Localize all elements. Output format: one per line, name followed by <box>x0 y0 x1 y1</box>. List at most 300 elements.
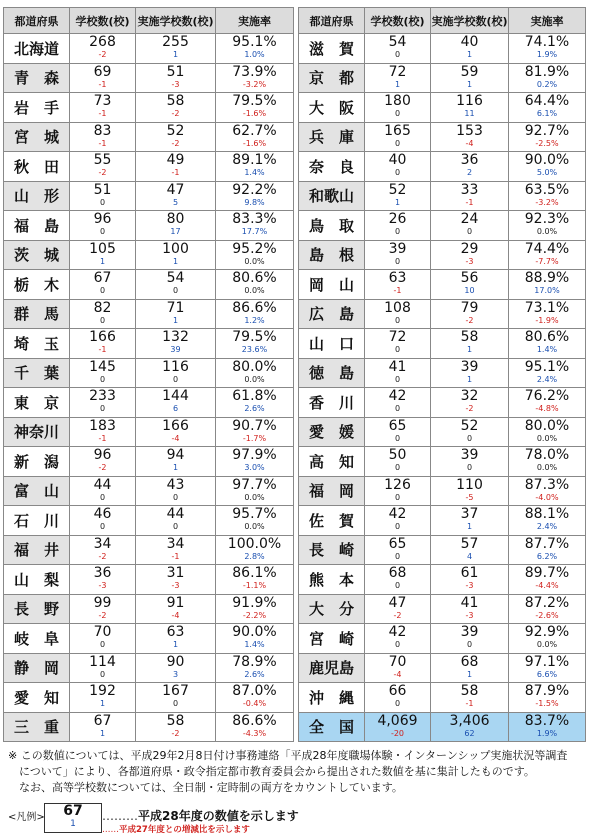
rate-diff: -2.2% <box>242 610 267 620</box>
implementing-diff: 1 <box>172 640 179 650</box>
implementing-value: 59 <box>460 63 479 80</box>
schools-value: 66 <box>388 683 407 700</box>
schools-diff: 0 <box>394 315 401 325</box>
schools-diff: -2 <box>98 551 107 561</box>
schools-cell <box>365 34 431 64</box>
table-row <box>299 565 586 595</box>
implementing-cell <box>431 565 509 595</box>
rate-cell <box>509 358 586 388</box>
table-row <box>4 329 294 359</box>
schools-diff: -2 <box>98 50 107 60</box>
header-schools: 学校数(校) <box>365 8 431 34</box>
implementing-diff: -4 <box>171 610 180 620</box>
prefecture-name: 鳥 取 <box>299 211 365 241</box>
implementing-value: 255 <box>162 34 189 51</box>
table-row <box>4 122 294 152</box>
rate-cell <box>509 594 586 624</box>
implementing-value: 71 <box>166 299 185 316</box>
prefecture-name: 大 分 <box>299 594 365 624</box>
schools-diff: 1 <box>99 256 106 266</box>
table-row <box>299 181 586 211</box>
table-row <box>4 240 294 270</box>
prefecture-name: 宮 崎 <box>299 624 365 654</box>
rate-diff: -4.0% <box>535 492 559 502</box>
rate-diff: 17.0% <box>534 286 560 296</box>
rate-diff: 2.8% <box>244 551 265 561</box>
implementing-diff: 6 <box>172 404 179 414</box>
implementing-cell <box>431 240 509 270</box>
schools-value: 39 <box>388 240 407 257</box>
implementing-value: 80 <box>166 211 185 228</box>
schools-value: 47 <box>388 594 407 611</box>
implementing-value: 68 <box>460 653 479 670</box>
rate-diff: 0.2% <box>536 79 558 89</box>
implementing-cell <box>431 299 509 329</box>
schools-value: 63 <box>388 270 407 287</box>
implementing-cell <box>431 211 509 241</box>
schools-value: 192 <box>89 683 116 700</box>
implementing-cell <box>136 63 216 93</box>
implementing-cell <box>431 476 509 506</box>
implementing-cell <box>431 712 509 742</box>
schools-diff: 0 <box>99 522 106 532</box>
rate-value: 79.5% <box>232 93 277 110</box>
implementing-diff: -2 <box>171 138 180 148</box>
implementing-diff: 1 <box>466 669 473 679</box>
rate-diff: 6.2% <box>536 551 558 561</box>
schools-diff: 0 <box>394 109 401 119</box>
prefecture-name: 富 山 <box>4 476 70 506</box>
implementing-cell <box>136 152 216 182</box>
rate-value: 80.0% <box>232 358 277 375</box>
implementing-value: 47 <box>166 181 185 198</box>
rate-cell <box>216 476 294 506</box>
implementing-diff: -3 <box>171 581 180 591</box>
prefecture-name: 栃 木 <box>4 270 70 300</box>
table-row <box>4 653 294 683</box>
rate-value: 97.7% <box>232 476 277 493</box>
table-row <box>4 506 294 536</box>
implementing-diff: -3 <box>465 610 474 620</box>
schools-diff: 0 <box>394 138 401 148</box>
implementing-value: 39 <box>460 447 479 464</box>
rate-diff: 6.6% <box>536 669 558 679</box>
implementing-value: 40 <box>460 34 479 51</box>
schools-value: 65 <box>388 535 407 552</box>
prefecture-name: 滋 賀 <box>299 34 365 64</box>
rate-value: 95.2% <box>232 240 277 257</box>
schools-value: 96 <box>93 211 112 228</box>
rate-cell <box>509 122 586 152</box>
prefecture-name: 千 葉 <box>4 358 70 388</box>
schools-diff: -1 <box>98 433 107 443</box>
implementing-value: 34 <box>166 535 185 552</box>
implementing-diff: 1 <box>172 463 179 473</box>
table-row <box>4 152 294 182</box>
rate-value: 63.5% <box>524 181 570 198</box>
rate-value: 87.3% <box>524 476 570 493</box>
implementing-value: 58 <box>460 329 479 346</box>
implementing-value: 51 <box>166 63 185 80</box>
implementing-diff: 1 <box>466 50 473 60</box>
header-implementing: 実施学校数(校) <box>431 8 509 34</box>
schools-cell <box>70 565 136 595</box>
schools-cell <box>365 417 431 447</box>
rate-cell <box>216 683 294 713</box>
left-table <box>3 7 294 742</box>
table-row <box>4 594 294 624</box>
implementing-diff: -2 <box>465 404 474 414</box>
rate-value: 86.1% <box>232 565 277 582</box>
implementing-value: 58 <box>166 93 185 110</box>
rate-diff: 0.0% <box>244 522 265 532</box>
implementing-cell <box>136 270 216 300</box>
prefecture-name: 熊 本 <box>299 565 365 595</box>
implementing-diff: -2 <box>171 728 180 738</box>
schools-diff: -3 <box>98 581 107 591</box>
rate-cell <box>216 152 294 182</box>
schools-cell <box>365 329 431 359</box>
table-row <box>299 594 586 624</box>
rate-cell <box>216 299 294 329</box>
schools-cell <box>365 594 431 624</box>
implementing-cell <box>431 535 509 565</box>
prefecture-name: 北海道 <box>4 34 70 64</box>
schools-cell <box>365 152 431 182</box>
table-row <box>299 358 586 388</box>
implementing-cell <box>431 358 509 388</box>
implementing-value: 90 <box>166 653 185 670</box>
implementing-cell <box>431 683 509 713</box>
schools-diff: 0 <box>394 345 401 355</box>
table-row <box>4 34 294 64</box>
table-row <box>4 299 294 329</box>
implementing-value: 94 <box>166 447 185 464</box>
schools-cell <box>70 358 136 388</box>
table-row <box>299 417 586 447</box>
implementing-cell <box>136 712 216 742</box>
legend-diff-explanation <box>102 823 250 835</box>
schools-cell <box>365 93 431 123</box>
implementing-value: 37 <box>460 506 479 523</box>
rate-value: 89.7% <box>524 565 570 582</box>
rate-value: 73.1% <box>524 299 570 316</box>
implementing-cell <box>136 565 216 595</box>
schools-diff: -2 <box>98 168 107 178</box>
table-row <box>4 447 294 477</box>
schools-diff: 0 <box>394 492 401 502</box>
rate-diff: 0.0% <box>244 286 265 296</box>
rate-cell <box>216 417 294 447</box>
schools-value: 126 <box>384 476 411 493</box>
rate-cell <box>509 388 586 418</box>
schools-diff: 0 <box>99 315 106 325</box>
implementing-cell <box>431 329 509 359</box>
prefecture-name: 山 梨 <box>4 565 70 595</box>
rate-diff: 1.0% <box>244 50 265 60</box>
prefecture-name: 高 知 <box>299 447 365 477</box>
rate-cell <box>509 535 586 565</box>
implementing-cell <box>136 476 216 506</box>
schools-cell <box>70 535 136 565</box>
rate-value: 92.3% <box>524 211 570 228</box>
rate-cell <box>216 535 294 565</box>
rate-diff: 1.9% <box>536 50 558 60</box>
rate-cell <box>509 624 586 654</box>
implementing-cell <box>136 93 216 123</box>
table-row <box>299 535 586 565</box>
schools-value: 105 <box>89 240 116 257</box>
rate-cell <box>509 329 586 359</box>
prefecture-name: 沖 縄 <box>299 683 365 713</box>
implementing-value: 36 <box>460 152 479 169</box>
rate-diff: 9.8% <box>244 197 265 207</box>
rate-value: 92.2% <box>232 181 277 198</box>
implementing-diff: 1 <box>466 522 473 532</box>
legend-value-explanation <box>102 807 299 824</box>
rate-cell <box>216 63 294 93</box>
schools-value: 114 <box>89 653 116 670</box>
rate-diff: 0.0% <box>244 492 265 502</box>
implementing-cell <box>136 181 216 211</box>
rate-cell <box>216 270 294 300</box>
table-row <box>4 565 294 595</box>
schools-cell <box>70 712 136 742</box>
implementing-cell <box>136 535 216 565</box>
schools-cell <box>70 93 136 123</box>
prefecture-name: 三 重 <box>4 712 70 742</box>
schools-value: 68 <box>388 565 407 582</box>
implementing-cell <box>136 506 216 536</box>
implementing-cell <box>136 211 216 241</box>
rate-diff: 1.9% <box>536 728 558 738</box>
table-row <box>4 476 294 506</box>
schools-cell <box>365 653 431 683</box>
implementing-value: 110 <box>456 476 483 493</box>
rate-value: 79.5% <box>232 329 277 346</box>
schools-cell <box>70 624 136 654</box>
implementing-value: 54 <box>166 270 185 287</box>
prefecture-name: 岩 手 <box>4 93 70 123</box>
schools-cell <box>365 683 431 713</box>
rate-cell <box>216 358 294 388</box>
rate-cell <box>509 34 586 64</box>
implementing-value: 49 <box>166 152 185 169</box>
schools-cell <box>70 299 136 329</box>
implementing-value: 24 <box>460 211 479 228</box>
rate-diff: -4.8% <box>535 404 559 414</box>
schools-value: 83 <box>93 122 112 139</box>
implementing-cell <box>431 93 509 123</box>
implementing-diff: 1 <box>172 315 179 325</box>
rate-value: 95.1% <box>232 34 277 51</box>
header-implementing: 実施学校数(校) <box>136 8 216 34</box>
schools-value: 67 <box>93 270 112 287</box>
rate-value: 78.9% <box>232 653 277 670</box>
rate-value: 86.6% <box>232 299 277 316</box>
implementing-cell <box>136 624 216 654</box>
rate-value: 90.7% <box>232 417 277 434</box>
header-row <box>4 8 294 34</box>
rate-cell <box>509 506 586 536</box>
schools-diff: 0 <box>394 551 401 561</box>
schools-diff: -2 <box>98 463 107 473</box>
schools-cell <box>70 653 136 683</box>
table-row <box>299 211 586 241</box>
rate-diff: -1.1% <box>242 581 267 591</box>
prefecture-name: 新 潟 <box>4 447 70 477</box>
rate-value: 62.7% <box>232 122 277 139</box>
table-row <box>299 624 586 654</box>
header-prefecture: 都道府県 <box>299 8 365 34</box>
rate-diff: 0.0% <box>536 640 558 650</box>
schools-cell <box>70 417 136 447</box>
rate-cell <box>509 565 586 595</box>
rate-value: 87.0% <box>232 683 277 700</box>
rate-cell <box>216 93 294 123</box>
prefecture-name: 岡 山 <box>299 270 365 300</box>
implementing-value: 132 <box>162 329 189 346</box>
schools-value: 72 <box>388 329 407 346</box>
rate-value: 86.6% <box>232 712 277 729</box>
schools-cell <box>365 712 431 742</box>
implementing-value: 32 <box>460 388 479 405</box>
schools-value: 54 <box>388 34 407 51</box>
schools-cell <box>365 388 431 418</box>
rate-diff: -1.6% <box>242 138 267 148</box>
table-row <box>299 447 586 477</box>
table-row <box>4 270 294 300</box>
schools-value: 46 <box>93 506 112 523</box>
rate-diff: 2.4% <box>536 522 558 532</box>
legend-sample-diff: 1 <box>70 819 76 829</box>
rate-cell <box>509 417 586 447</box>
rate-diff: 5.0% <box>536 168 558 178</box>
implementing-value: 44 <box>166 506 185 523</box>
implementing-diff: 1 <box>466 374 473 384</box>
schools-cell <box>70 476 136 506</box>
header-rate: 実施率 <box>509 8 586 34</box>
schools-value: 70 <box>93 624 112 641</box>
prefecture-name: 鹿児島 <box>299 653 365 683</box>
schools-cell <box>70 506 136 536</box>
schools-cell <box>70 63 136 93</box>
implementing-cell <box>136 329 216 359</box>
schools-diff: -2 <box>98 610 107 620</box>
implementing-value: 56 <box>460 270 479 287</box>
rate-cell <box>216 594 294 624</box>
header-row <box>299 8 586 34</box>
schools-diff: 0 <box>394 227 401 237</box>
implementing-value: 58 <box>166 712 185 729</box>
implementing-cell <box>431 417 509 447</box>
table-row <box>4 712 294 742</box>
table-row <box>4 417 294 447</box>
schools-cell <box>365 624 431 654</box>
implementing-value: 144 <box>162 388 189 405</box>
schools-cell <box>70 152 136 182</box>
schools-diff: 0 <box>394 50 401 60</box>
prefecture-name: 京 都 <box>299 63 365 93</box>
rate-value: 74.1% <box>524 34 570 51</box>
schools-cell <box>365 122 431 152</box>
schools-cell <box>70 447 136 477</box>
header-schools: 学校数(校) <box>70 8 136 34</box>
footnote-line: ※ この数値については、平成29年2月8日付け事務連絡「平成28年度職場体験・インターンシップ実施状況等調査 <box>8 749 568 762</box>
implementing-value: 116 <box>456 93 483 110</box>
prefecture-name: 秋 田 <box>4 152 70 182</box>
implementing-cell <box>431 122 509 152</box>
implementing-diff: 0 <box>172 522 179 532</box>
prefecture-name: 群 馬 <box>4 299 70 329</box>
rate-cell <box>216 712 294 742</box>
implementing-value: 61 <box>460 565 479 582</box>
schools-diff: 0 <box>394 374 401 384</box>
schools-diff: 1 <box>99 728 106 738</box>
table-row <box>299 270 586 300</box>
rate-cell <box>216 447 294 477</box>
implementing-diff: 1 <box>172 256 179 266</box>
implementing-diff: -3 <box>171 79 180 89</box>
rate-cell <box>509 270 586 300</box>
table-row <box>4 358 294 388</box>
implementing-diff: -2 <box>465 315 474 325</box>
schools-cell <box>70 240 136 270</box>
prefecture-name: 宮 城 <box>4 122 70 152</box>
rate-value: 88.1% <box>524 506 570 523</box>
implementing-cell <box>136 683 216 713</box>
implementing-diff: 0 <box>172 286 179 296</box>
schools-cell <box>365 299 431 329</box>
schools-diff: 0 <box>99 227 106 237</box>
rate-diff: 1.4% <box>244 168 265 178</box>
rate-value: 91.9% <box>232 594 277 611</box>
implementing-value: 39 <box>460 358 479 375</box>
legend-text: 平成28年度の数値を示します <box>138 809 299 823</box>
implementing-diff: 1 <box>466 345 473 355</box>
table-row <box>299 240 586 270</box>
rate-diff: 0.0% <box>536 433 558 443</box>
rate-value: 92.7% <box>524 122 570 139</box>
table-row <box>299 63 586 93</box>
implementing-value: 167 <box>162 683 189 700</box>
rate-diff: -3.2% <box>535 197 559 207</box>
schools-diff: 0 <box>394 168 401 178</box>
schools-value: 96 <box>93 447 112 464</box>
prefecture-name: 埼 玉 <box>4 329 70 359</box>
prefecture-name: 大 阪 <box>299 93 365 123</box>
schools-diff: -1 <box>98 345 107 355</box>
schools-diff: 0 <box>394 404 401 414</box>
table-row <box>4 181 294 211</box>
implementing-value: 153 <box>456 122 483 139</box>
total-row <box>299 712 586 742</box>
legend-label: <凡例> <box>8 812 45 823</box>
rate-cell <box>216 181 294 211</box>
implementing-value: 79 <box>460 299 479 316</box>
rate-value: 97.1% <box>524 653 570 670</box>
rate-cell <box>216 506 294 536</box>
schools-value: 34 <box>93 535 112 552</box>
schools-value: 36 <box>93 565 112 582</box>
schools-value: 42 <box>388 624 407 641</box>
rate-cell <box>216 653 294 683</box>
prefecture-name: 東 京 <box>4 388 70 418</box>
rate-value: 95.7% <box>232 506 277 523</box>
rate-diff: -1.6% <box>242 109 267 119</box>
schools-diff: 0 <box>394 699 401 709</box>
rate-value: 97.9% <box>232 447 277 464</box>
